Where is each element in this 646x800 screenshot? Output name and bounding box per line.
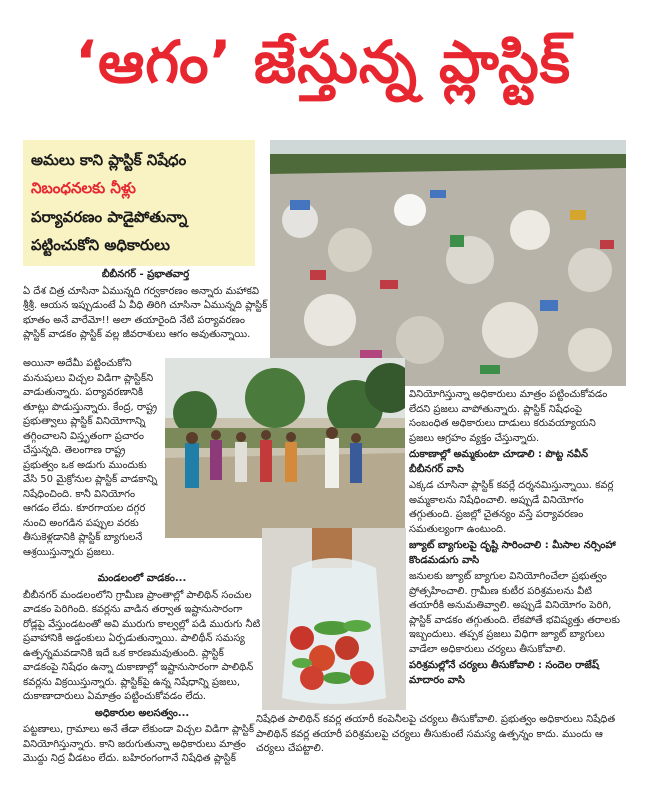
photo-officials-visit xyxy=(165,358,405,538)
headline: ‘ఆగం’ జేస్తున్న ప్లాస్టిక్ xyxy=(74,27,572,96)
deck-line-4: పట్టించుకోని అధికారులు xyxy=(31,236,170,255)
quote-body: నిషేధిత పాలిథిన్ కవర్ల తయారీ కంపెనీలపై చర్యలు తీసుకోవాలి. ప్రభుత్వం అధికారులు నిషేధిత పాలిథిన్ కవర్ల తయారీ పరిశ్రమలపై చర్యలు తీసుకుంటే సమస్య ఉత్పన్నం కాదు. ముందు ఆ చర్యలు చేపట్టాలి. xyxy=(256,714,616,754)
dateline: బీబీనగర్ - ప్రభాతవార్త xyxy=(101,269,190,280)
deck-line-2: నిబంధనలకు నీళ్లు xyxy=(31,179,136,198)
article-column-right xyxy=(409,388,621,690)
paragraph: పట్టణాలు, గ్రామాలు అనే తేడా లేకుండా విచ్చల విడిగా ప్లాస్టిక్ వినియోగిస్తున్నారు. కాని జరుగుతున్నా అధికారులు మాత్రం మొద్దు నిద్ర వీడటం లేదు. బహిరంగంగానే నిషేధిత ప్లాస్టిక్ xyxy=(23,724,255,764)
article-column-narrow xyxy=(23,357,163,561)
paragraph: బీబీనగర్ మండలంలోని గ్రామీణ ప్రాంతాల్లో పాలిథిన్ సంచుల వాడకం పెరిగింది. కవర్లను వాడిన తర్వాత ఇష్టానుసారంగా రోడ్లపై వేస్తుండటంతో అవి మురుగు కాల్వల్లో పడి మురుగు నీటి ప్రవాహానికి అడ్డంకులు ఏర్పడుతున్నాయి. పాలిథీన్ సమస్య ఉత్పన్నమవడానికి ఇదే ఒక కారణమవుతుంది. ప్లాస్టిక్ వాడకంపై నిషేధం ఉన్నా దుకాణాల్లో ఇష్టానుసారంగా పాలిథిన్ కవర్లను విక్రయిస్తున్నారు. ప్లాస్టిక్‌పై ఉన్న నిషేధాన్ని ప్రజలు, దుకాణాదారులు ఏమాత్రం పట్టించుకోవడం లేదు. xyxy=(23,589,261,702)
paragraph: అయినా అదేమీ పట్టించుకోని మనుషులు విచ్చల విడిగా ప్లాస్టిక్‌ని వాడుతున్నారు. పర్యావరణానికి తూట్లు పొడుస్తున్నారు. కేంద్ర, రాష్ట్ర ప్రభుత్వాలు ప్లాస్టిక్ వినియోగాన్ని తగ్గించాలని విస్తృతంగా ప్రచారం చేస్తున్నది. తెలంగాణ రాష్ట్ర ప్రభుత్వం ఒక అడుగు ముందుకు వేసి 50 మైక్రోనుల ప్లాస్టిక్ వాడకాన్ని నిషేధించింది. కానీ వినియోగం ఆగడం లేదు. కూరగాయల దగ్గర నుంచి అంగడిన పప్పుల వరకు తీసుకెళ్లడానికి ప్లాస్టిక్ బ్యాగులనే ఆశ్రయిస్తున్నారు ప్రజలు. xyxy=(23,358,158,558)
photo-plastic-bag xyxy=(262,528,406,710)
deck-line-1: అమలు కాని ప్లాస్టిక్ నిషేధం xyxy=(31,150,187,169)
quote-heading: జ్యూట్ బ్యాగులపై దృష్టి సారించాలి : మీసాల నర్సింహా కొండమడుగు వాసి xyxy=(409,540,616,566)
paragraph: ఏ దేశ చిత్ర చూసినా ఏమున్నది గర్వకారణం అన్నారు మహాకవి శ్రీశ్రీ. ఆయన ఇప్పుడుంటే ఏ వీధి తిరిగి చూసినా ఏమున్నది ప్లాస్టిక్ భూతం అనే వారేమో!! అలా తయారైంది నేటి పర్యావరణం ప్లాస్టిక్ వాడకం ప్లాస్టిక్ వల్ల జీవరాశులు ఆగం అవుతున్నాయి. xyxy=(23,285,268,340)
quote-body: జనులకు జ్యూట్ బ్యాగుల వినియోగించేలా ప్రభుత్వం ప్రోత్సహించాలి. గ్రామీణ కుటీర పరిశ్రమలను వీటి తయారీకి అనుమతివ్వాలి. అప్పుడే వినియోగం పెరిగి, ప్లాస్టిక్ వాడకం తగ్గుతుంది. లేకపోతే భవిష్యత్తు తరాలకు ఇబ్బందులు. తప్పక ప్రజలు విధిగా జ్యూట్ బ్యాగులు వాడేలా అధికారులు చర్యలు తీసుకోవాలి. xyxy=(409,571,621,655)
deck-line-3: పర్యావరణం పాడైపోతున్నా xyxy=(31,207,188,226)
quote-heading: దుకాణాల్లో అమ్మకుంటా చూడాలి : పొట్ట నవీన్ బీబీనగర్ వాసి xyxy=(409,449,589,475)
article-column-bottom-right xyxy=(256,713,622,758)
photo-garbage-dump xyxy=(270,140,626,386)
quote-body: ఎక్కడ చూసినా ప్లాస్టిక్ కవర్లే దర్శనమిస్తున్నాయి. కవర్ల అమ్మకాలను నిషేధించాలి. అప్పుడే వినియోగం తగ్గుతుంది. ప్రజల్లో చైతన్యం వస్తే పర్యావరణం సమతుల్యంగా ఉంటుంది. xyxy=(409,480,614,535)
article-intro xyxy=(23,268,268,344)
deck-box xyxy=(23,140,255,266)
article-column-bottom xyxy=(23,570,261,768)
quote-heading: పరిశ్రమల్లోనే చర్యలు తీసుకోవాలి : సందెల రాజేష్ మాదారం వాసి xyxy=(409,660,599,686)
paragraph: వినియోగిస్తున్నా అధికారులు మాత్రం పట్టించుకోవడం లేదని ప్రజలు వాపోతున్నారు. ప్లాస్టిక్ నిషేధంపై సంబంధిత అధికారులు దాడులు కరువయ్యాయని ప్రజలు ఆగ్రహం వ్యక్తం చేస్తున్నారు. xyxy=(409,389,608,444)
subheading: మండలంలో వాడకం... xyxy=(97,573,187,584)
subheading: అధికారుల అలసత్వం... xyxy=(94,707,190,719)
